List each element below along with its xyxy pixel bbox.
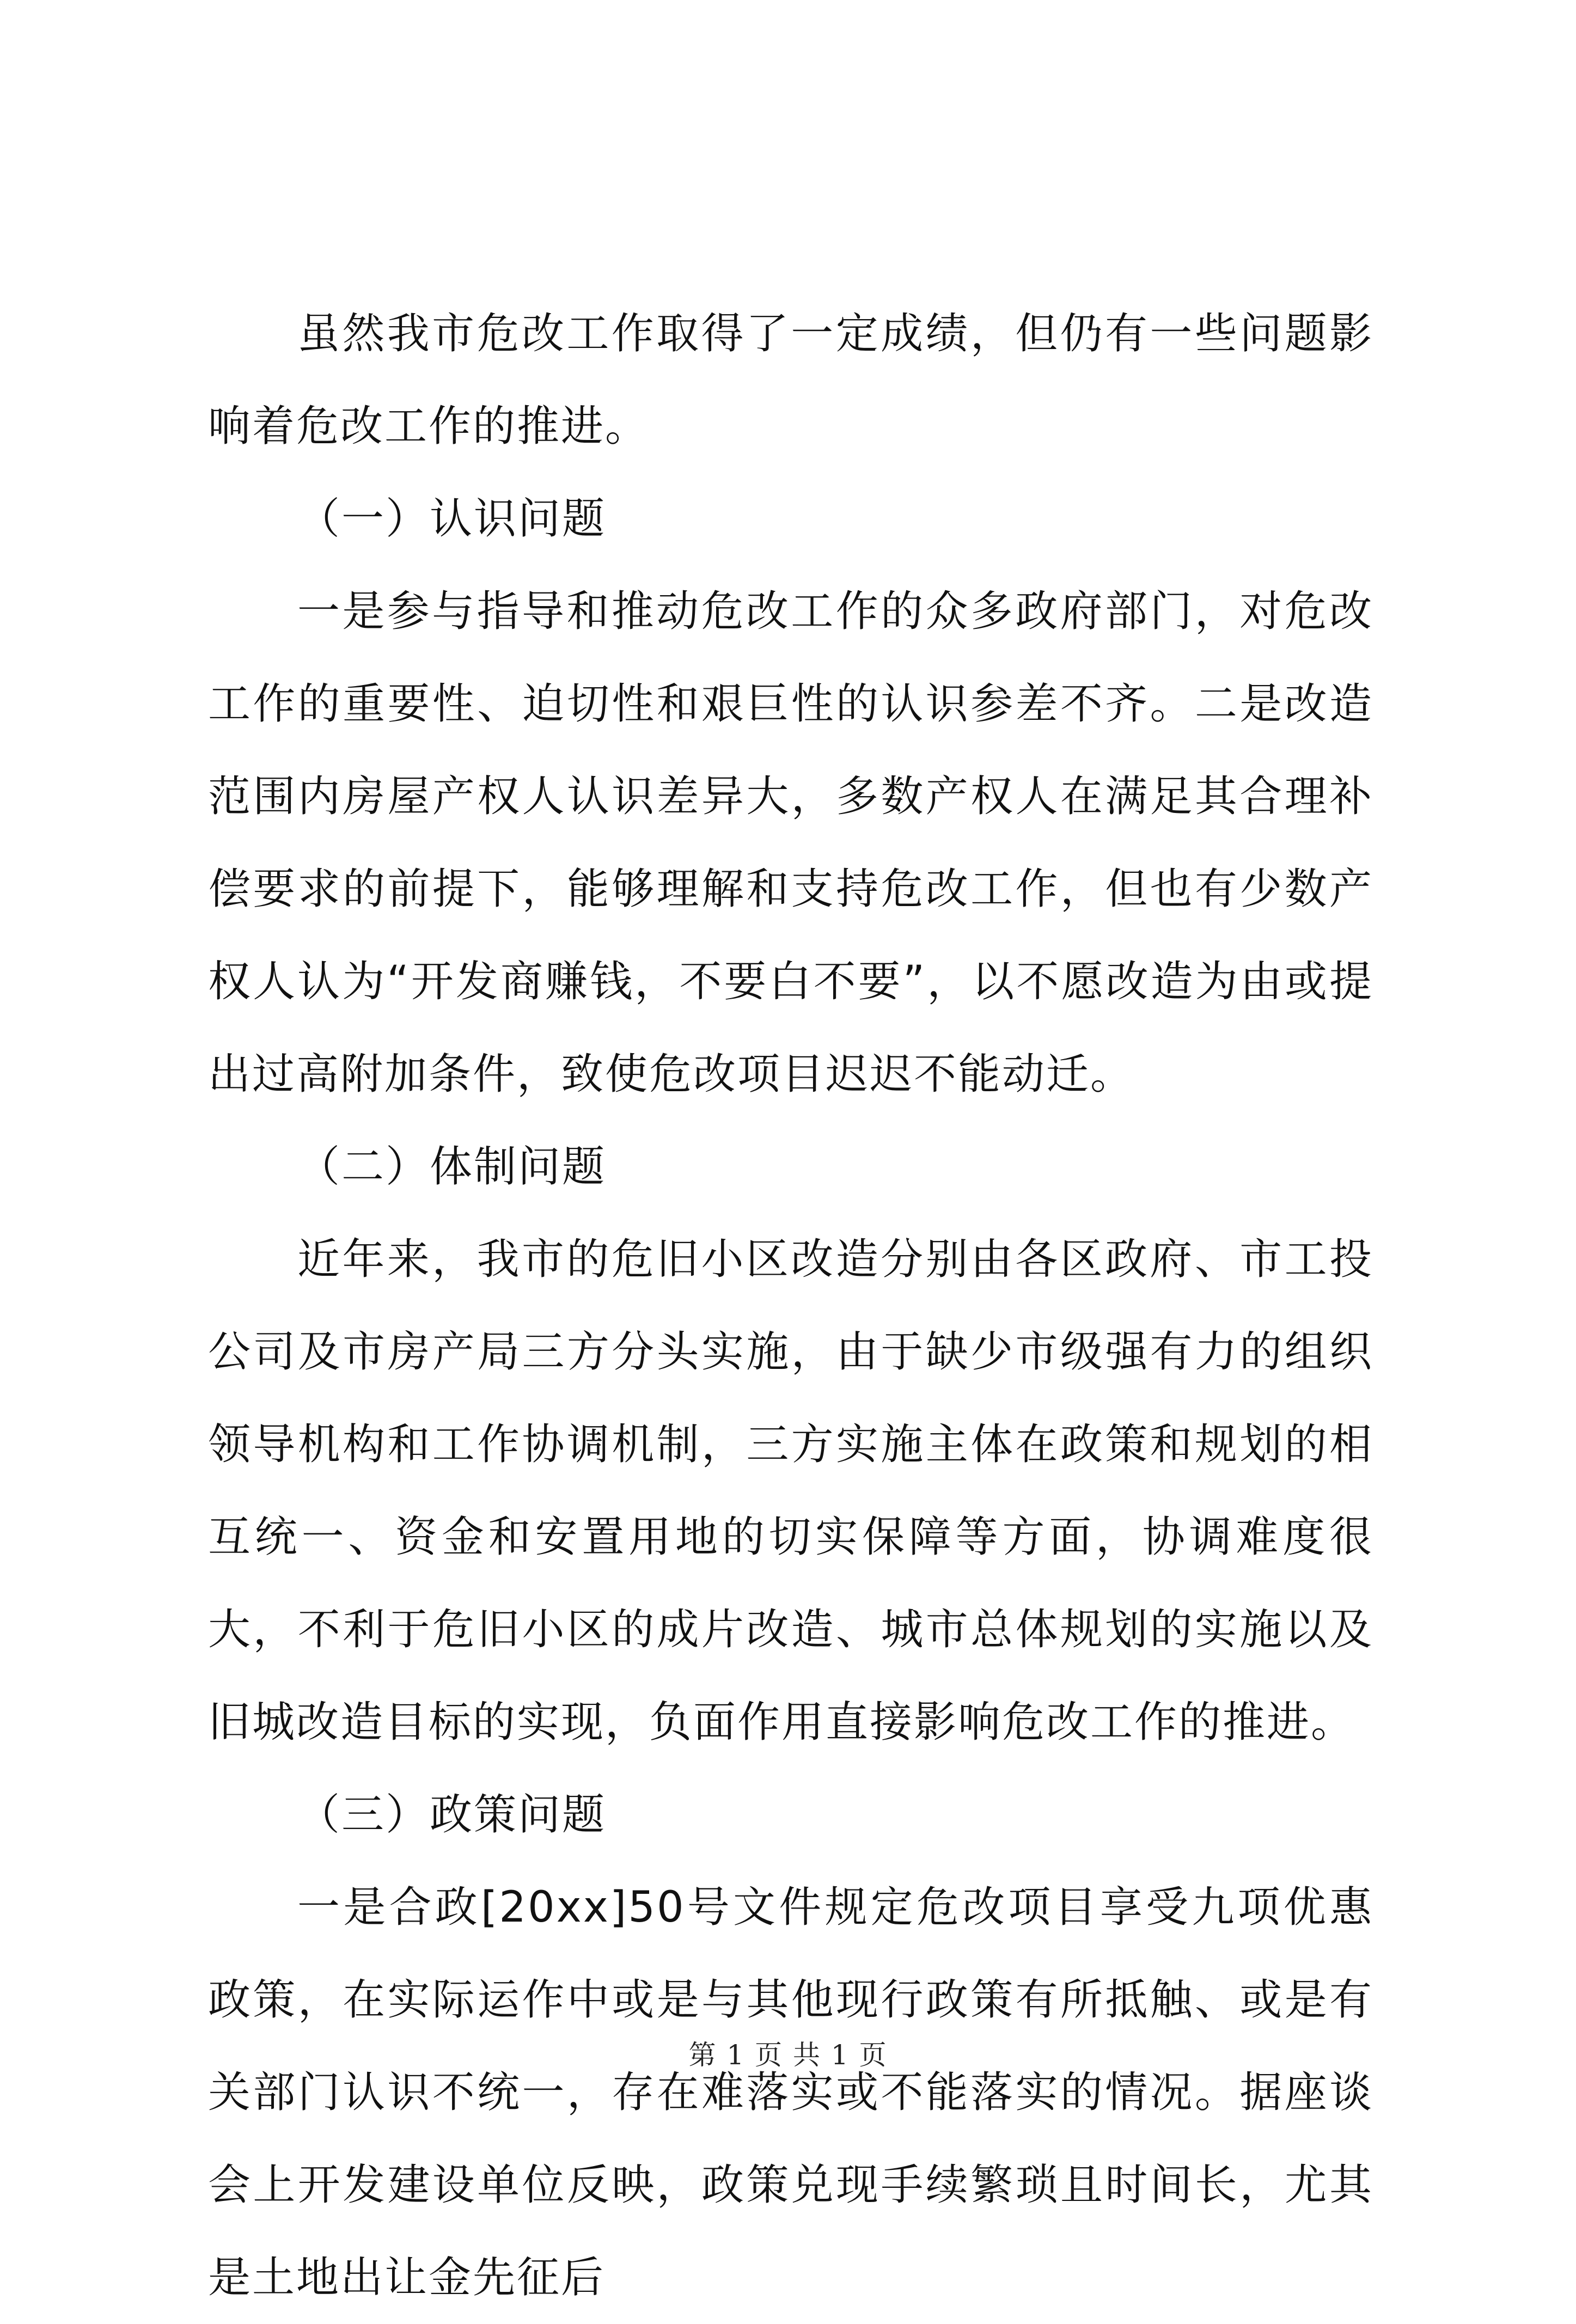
section-heading-policy: （三）政策问题 xyxy=(297,1790,607,1839)
paragraph-intro: 虽然我市危改工作取得了一定成绩，但仍有一些问题影响着危改工作的推进。 xyxy=(208,309,1373,451)
page-number-footer: 第 1 页 共 1 页 xyxy=(688,2039,888,2071)
paragraph-recognition: 一是参与指导和推动危改工作的众多政府部门，对危改工作的重要性、迫切性和艰巨性的认识参差不齐。二是改造范围内房屋产权人认识差异大，多数产权人在满足其合理补偿要求的前提下，能够理解和支持危改工作，但也有少数产权人认为“开发商赚钱，不要白不要”，以不愿改造为由或提出过高附加条件，致使危改项目迟迟不能动迁。 xyxy=(208,587,1373,1099)
paragraph-system: 近年来，我市的危旧小区改造分别由各区政府、市工投公司及市房产局三方分头实施，由于缺少市级强有力的组织领导机构和工作协调机制，三方实施主体在政策和规划的相互统一、资金和安置用地的切实保障等方面，协调难度很大，不利于危旧小区的成片改造、城市总体规划的实施以及旧城改造目标的实现，负面作用直接影响危改工作的推进。 xyxy=(208,1235,1373,1747)
section-heading-recognition: （一）认识问题 xyxy=(297,494,607,543)
section-heading-system: （二）体制问题 xyxy=(297,1142,607,1191)
document-body xyxy=(208,288,1373,2324)
paragraph-policy: 一是合政[20xx]50号文件规定危改项目享受九项优惠政策，在实际运作中或是与其他现行政策有所抵触、或是有关部门认识不统一，存在难落实或不能落实的情况。据座谈会上开发建设单位反映，政策兑现手续繁琐且时间长，尤其是土地出让金先征后 xyxy=(208,1883,1373,2302)
